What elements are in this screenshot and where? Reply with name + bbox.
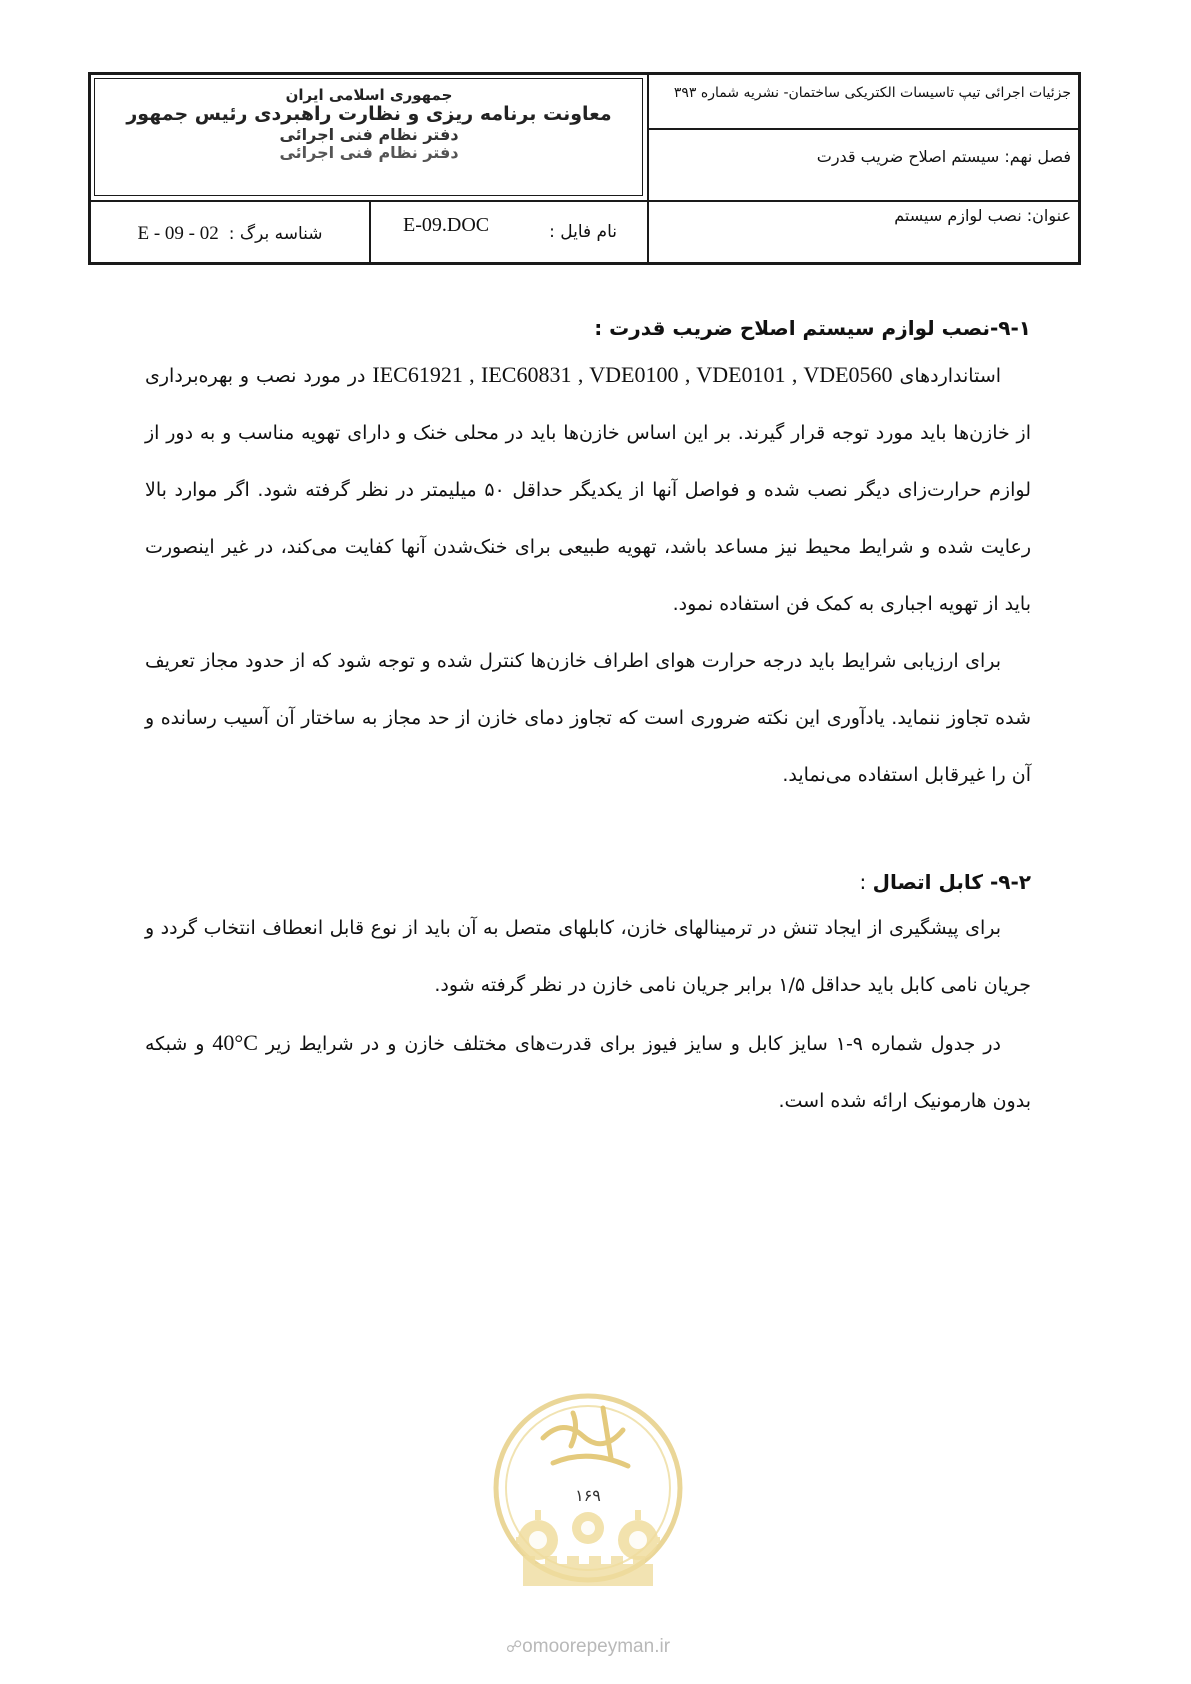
section-2-paragraph-1: برای پیشگیری از ایجاد تنش در ترمینالهای خازن، کابلهای متصل به آن باید از نوع قابل انعطاف انتخاب گردد و جریان نامی کابل باید حداقل ۱/۵ برابر جریان نامی خازن در نظر گرفته شود. <box>145 917 1031 996</box>
sheet-id-label: شناسه برگ : <box>228 223 323 244</box>
header-divider <box>649 200 1081 202</box>
document-header-table <box>88 72 1081 265</box>
org-office-repeat: دفتر نظام فنی اجرائی <box>279 143 459 163</box>
header-divider <box>649 128 1081 130</box>
sheet-id-value: E - 09 - 02 <box>137 222 219 244</box>
page-number: ۱۶۹ <box>575 1486 601 1505</box>
org-deputy: معاونت برنامه ریزی و نظارت راهبردی رئیس جمهور <box>126 103 612 126</box>
publisher-watermark <box>483 1368 693 1668</box>
standards-list: IEC61921 , IEC60831 , VDE0100 , VDE0101 , VDE0560 <box>372 362 893 387</box>
subject-title: عنوان: نصب لوازم سیستم <box>894 206 1071 225</box>
file-name-value: E-09.DOC <box>403 214 490 236</box>
globe-icon: ☍ <box>505 1639 523 1656</box>
table-reference: در جدول شماره ۹-۱ سایز کابل و سایز فیوز برای قدرت‌های مختلف خازن و در شرایط زیر <box>265 1033 1001 1055</box>
sheet-id-cell <box>91 202 369 265</box>
section-1-paragraph-2: برای ارزیابی شرایط باید درجه حرارت هوای اطراف خازن‌ها کنترل شده و توجه شود که از حدود مجاز تعریف شده تجاوز ننماید. یادآوری این نکته ضروری است که تجاوز دمای خازن از حد مجاز به ساختار آن آسیب رسانده و آن را غیرقابل استفاده می‌نماید. <box>145 650 1031 786</box>
temperature-value: 40°C <box>212 1030 258 1055</box>
section-2-title: کابل اتصال <box>872 870 983 894</box>
file-name-label: نام فایل : <box>549 222 617 242</box>
section-2-number: ۹-۲- <box>989 870 1031 894</box>
section-1-heading: ۹-۱-نصب لوازم سیستم اصلاح ضریب قدرت : <box>594 316 1031 340</box>
section-2 <box>145 864 1031 1130</box>
section-2-paragraph-2 <box>145 1014 1031 1130</box>
publication-title: جزئیات اجرائی تیپ تاسیسات الکتریکی ساختمان- نشریه شماره ۳۹۳ <box>673 85 1071 101</box>
section-2-heading <box>145 864 1031 900</box>
org-office: دفتر نظام فنی اجرائی <box>279 125 459 145</box>
chapter-title: فصل نهم: سیستم اصلاح ضریب قدرت <box>816 147 1071 166</box>
document-body <box>145 310 1031 1130</box>
header-divider <box>647 75 649 262</box>
watermark-site-text: omoorepeyman.ir <box>522 1636 671 1657</box>
watermark-site <box>483 1636 693 1658</box>
organization-block <box>101 87 637 163</box>
section-1-paragraph-1-body: در مورد نصب و بهره‌برداری از خازن‌ها باید مورد توجه قرار گیرند. بر این اساس خازن‌ها باید در محلی خنک و دارای تهویه مناسب و به دور از لوازم حرارت‌زای دیگر نصب شده و فواصل آنها از یکدیگر حداقل ۵۰ میلیمتر در نظر گرفته شود. اگر موارد بالا رعایت شده و شرایط محیط نیز مساعد باشد، تهویه طبیعی برای خنک‌شدن آنها کفایت می‌کند، در غیر اینصورت باید از تهویه اجباری به کمک فن استفاده نمود. <box>145 365 1031 615</box>
section-1-paragraph-1 <box>145 346 1031 633</box>
section-2-colon: : <box>859 870 873 894</box>
table-reference-end: و شبکه بدون هارمونیک ارائه شده است. <box>145 1033 1031 1112</box>
standards-intro: استانداردهای <box>899 365 1002 387</box>
org-country: جمهوری اسلامی ایران <box>285 86 453 104</box>
file-name-cell <box>371 202 647 265</box>
